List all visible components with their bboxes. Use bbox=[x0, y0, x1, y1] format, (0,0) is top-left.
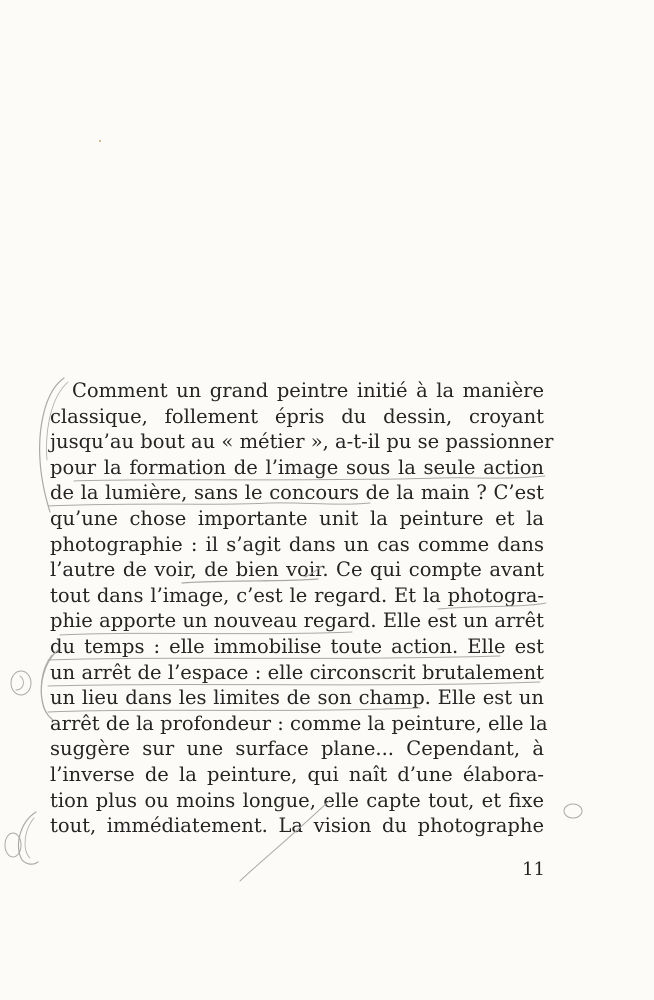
text-line: qu’une chose importante unit la peinture et la bbox=[50, 506, 544, 530]
margin-circle-2 bbox=[11, 671, 31, 695]
text-line: un lieu dans les limites de son champ. Elle est un bbox=[50, 686, 544, 710]
body-paragraph bbox=[50, 378, 554, 839]
text-line: l’inverse de la peinture, qui naît d’une élabora- bbox=[50, 762, 544, 786]
margin-bracket-bottom bbox=[18, 812, 38, 864]
text-line: phie apporte un nouveau regard. Elle est un arrêt bbox=[50, 609, 544, 633]
text-line: pour la formation de l’image sous la seule action bbox=[50, 455, 544, 479]
margin-circle-1 bbox=[5, 833, 21, 857]
page-number: 11 bbox=[522, 859, 545, 880]
text-line: arrêt de la profondeur : comme la peinture, elle la bbox=[50, 711, 548, 735]
text-line: jusqu’au bout au « métier », a-t-il pu se passionner bbox=[50, 430, 554, 454]
text-line: tion plus ou moins longue, elle capte tout, et fixe bbox=[50, 788, 544, 812]
text-line: suggère sur une surface plane... Cependant, à bbox=[50, 737, 544, 761]
text-line: Comment un grand peintre initié à la manière bbox=[72, 379, 544, 402]
text-line: photographie : il s’agit dans un cas comme dans bbox=[50, 532, 544, 556]
text-line: tout dans l’image, c’est le regard. Et la photogra- bbox=[50, 583, 544, 607]
text-line: de la lumière, sans le concours de la main ? C’est bbox=[50, 481, 544, 505]
margin-circle-2-tail bbox=[16, 676, 23, 690]
text-line: tout, immédiatement. La vision du photographe bbox=[50, 814, 544, 838]
text-line: un arrêt de l’espace : elle circonscrit brutalement bbox=[50, 660, 544, 684]
text-line: classique, follement épris du dessin, croyant bbox=[50, 404, 544, 428]
text-line: du temps : elle immobilise toute action. Elle est bbox=[50, 634, 544, 658]
paper-speck bbox=[99, 140, 101, 142]
margin-circle-right bbox=[564, 804, 582, 818]
margin-bracket-bottom-inner bbox=[25, 818, 34, 858]
text-line: l’autre de voir, de bien voir. Ce qui compte avant bbox=[50, 558, 544, 582]
